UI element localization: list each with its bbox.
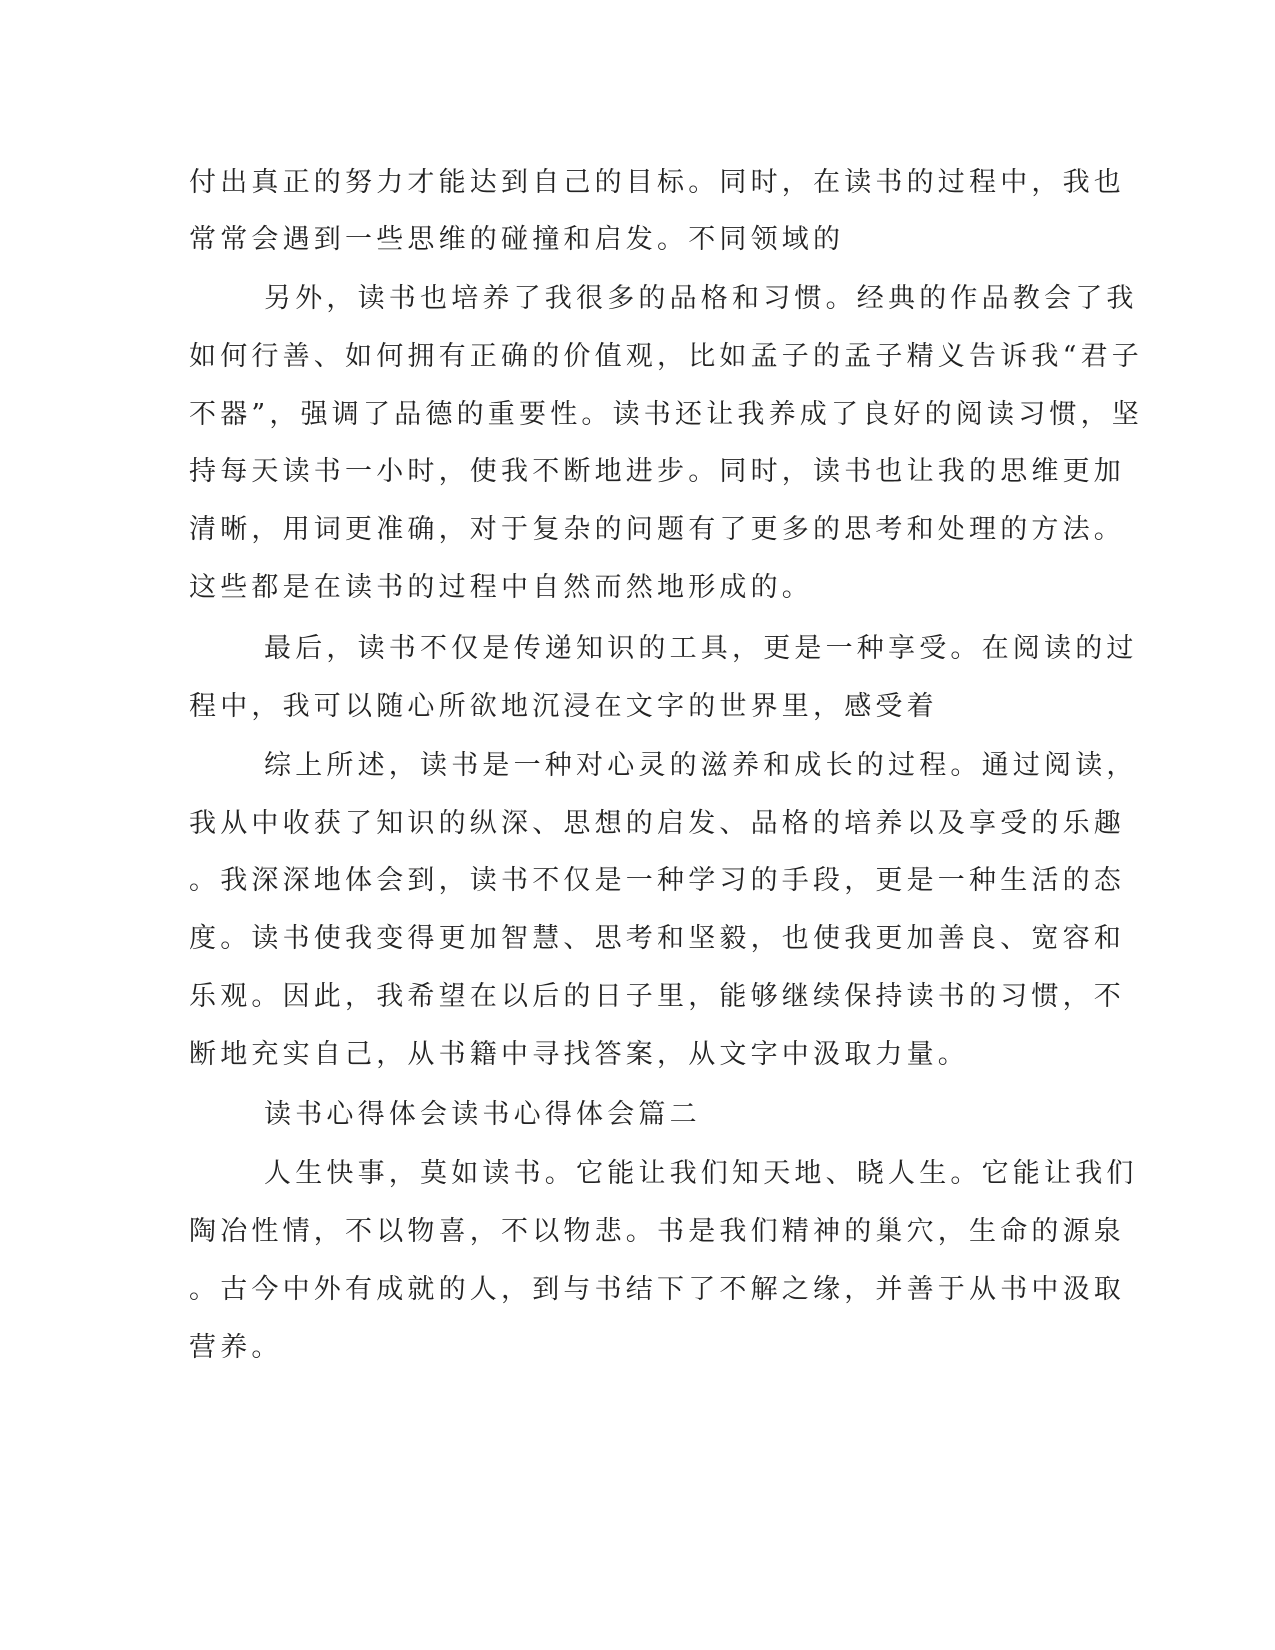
text-line: 度。读书使我变得更加智慧、思考和坚毅，也使我更加善良、宽容和: [189, 923, 1125, 954]
text-line: 陶冶性情，不以物喜，不以物悲。书是我们精神的巢穴，生命的源泉: [189, 1216, 1125, 1247]
text-line: 程中，我可以随心所欲地沉浸在文字的世界里，感受着: [189, 691, 938, 722]
section-heading: 读书心得体会读书心得体会篇二: [264, 1099, 701, 1130]
paragraph-first-line: 综上所述，读书是一种对心灵的滋养和成长的过程。通过阅读，: [264, 750, 1138, 781]
text-line: 清晰，用词更准确，对于复杂的问题有了更多的思考和处理的方法。: [189, 514, 1125, 545]
paragraph-first-line: 最后，读书不仅是传递知识的工具，更是一种享受。在阅读的过: [264, 633, 1138, 664]
text-line: 这些都是在读书的过程中自然而然地形成的。: [189, 572, 813, 603]
text-line: 如何行善、如何拥有正确的价值观，比如孟子的孟子精义告诉我“君子: [189, 341, 1144, 372]
text-line: 断地充实自己，从书籍中寻找答案，从文字中汲取力量。: [189, 1039, 969, 1070]
text-line: 持每天读书一小时，使我不断地进步。同时，读书也让我的思维更加: [189, 456, 1125, 487]
text-line: 。我深深地体会到，读书不仅是一种学习的手段，更是一种生活的态: [189, 865, 1125, 896]
text-line: 营养。: [189, 1332, 283, 1363]
text-line: 不器”，强调了品德的重要性。读书还让我养成了良好的阅读习惯，坚: [189, 399, 1144, 430]
paragraph-first-line: 另外，读书也培养了我很多的品格和习惯。经典的作品教会了我: [264, 283, 1138, 314]
text-line: 我从中收获了知识的纵深、思想的启发、品格的培养以及享受的乐趣: [189, 808, 1125, 839]
text-line: 常常会遇到一些思维的碰撞和启发。不同领域的: [189, 224, 845, 255]
text-line: 乐观。因此，我希望在以后的日子里，能够继续保持读书的习惯，不: [189, 981, 1125, 1012]
text-line: 。古今中外有成就的人，到与书结下了不解之缘，并善于从书中汲取: [189, 1274, 1125, 1305]
text-line: 付出真正的努力才能达到自己的目标。同时，在读书的过程中，我也: [189, 167, 1125, 198]
paragraph-first-line: 人生快事，莫如读书。它能让我们知天地、晓人生。它能让我们: [264, 1158, 1138, 1189]
